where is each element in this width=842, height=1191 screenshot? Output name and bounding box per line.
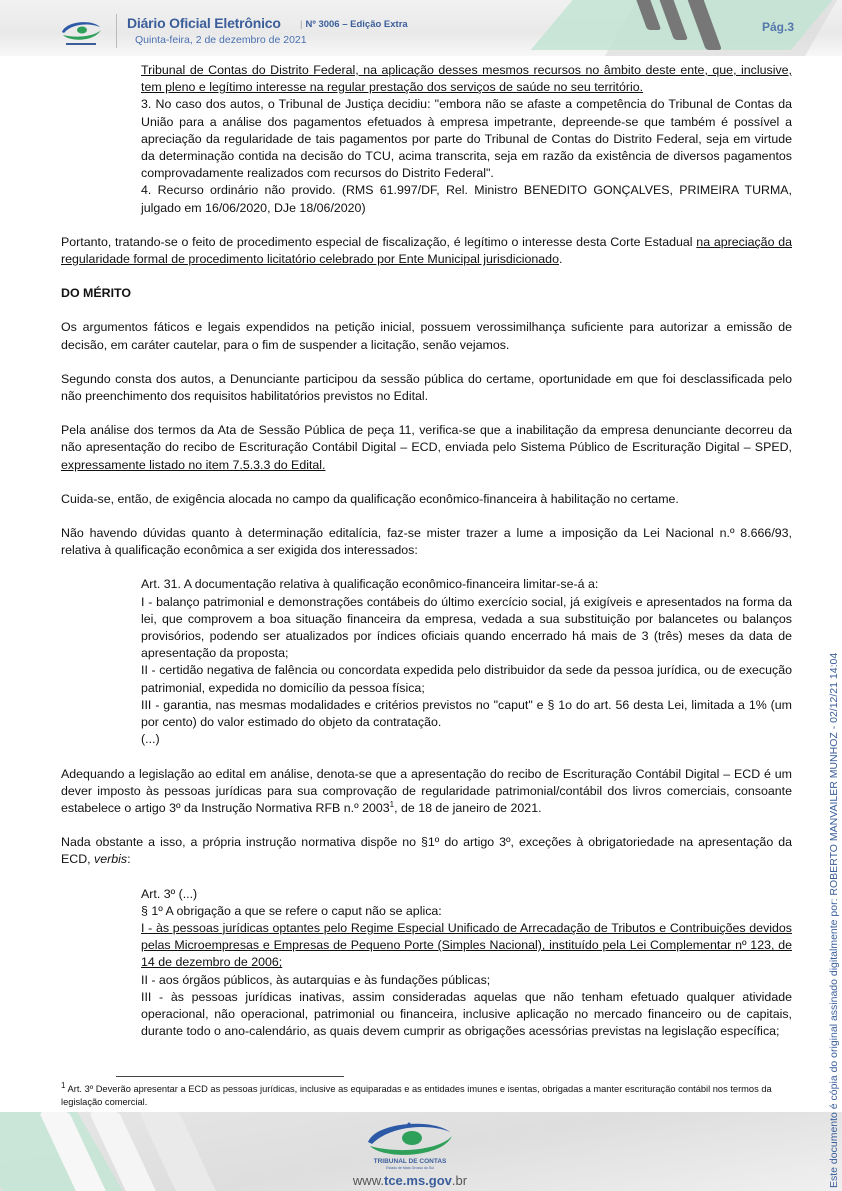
website-link[interactable]	[340, 1173, 480, 1188]
body-paragraph: Segundo consta dos autos, a Denunciante participou da sessão pública do certame, oportunidade em que foi desclassificada pelo não preenchimento dos requisitos habilitatórios previstos no Edital.	[61, 371, 792, 404]
page-header	[0, 0, 842, 56]
body-paragraph: Não havendo dúvidas quanto à determinação editalícia, faz-se mister trazer a lume a imposição da Lei Nacional n.º 8.666/93, relativa à qualificação econômica a ser exigida dos interessados:	[61, 526, 792, 558]
law-quote-line: Art. 31. A documentação relativa à qualificação econômico-financeira limitar-se-á a:	[141, 577, 599, 592]
paragraph-text: Nada obstante a isso, a própria instrução normativa dispõe no §1º do artigo 3º, exceções à obrigatoriedade na apresentação da ECD,	[61, 835, 792, 867]
footnote-mark: 1	[61, 1080, 66, 1090]
law-quote-line: § 1º A obrigação a que se refere o caput não se aplica:	[141, 903, 442, 918]
logo-subcaption: Estado de Mato Grosso do Sul	[386, 1166, 434, 1170]
logo-caption: TRIBUNAL DE CONTAS	[373, 1158, 447, 1165]
paragraph-text: :	[127, 852, 131, 867]
underlined-text: Tribunal de Contas do Distrito Federal, na aplicação desses mesmos recursos no âmbito deste ente, que, inclusive, tem pleno e legítimo interesse na regular prestação dos serviços de saúde no seu território.	[141, 63, 792, 95]
footnote-reference[interactable]: 1	[389, 799, 395, 809]
paragraph-text: Pela análise dos termos da Ata de Sessão Pública de peça 11, verifica-se que a inabilitação da empresa denunciante decorreu da não apresentação do recibo de Escrituração Contábil Digital – ECD, enviada pelo Sistema Público de Escrituração Digital – SPED,	[61, 423, 792, 455]
header-divider	[116, 14, 117, 48]
edition-label: | Nº 3006 – Edição Extra	[300, 19, 408, 30]
footer-decoration	[139, 1112, 221, 1191]
edition-text: Nº 3006 – Edição Extra	[305, 19, 408, 30]
publication-date: Quinta-feira, 2 de dezembro de 2021	[135, 34, 307, 46]
footnote-text: Art. 3º Deverão apresentar a ECD as pessoas jurídicas, inclusive as equiparadas e as entidades imunes e isentas, obrigadas a manter escrituração contábil nos termos da legislação comercial.	[61, 1084, 772, 1107]
paragraph-text: , de 18 de janeiro de 2021.	[394, 800, 542, 815]
underlined-text: expressamente listado no item 7.5.3.3 do Edital.	[61, 457, 326, 472]
paragraph-text: .	[558, 252, 563, 267]
paragraph-text: Portanto, tratando-se o feito de procedimento especial de fiscalização, é legítimo o interesse desta Corte Estadual	[61, 234, 697, 249]
underlined-text: na apreciação da regularidade formal de procedimento licitatório celebrado por Ente Municipal jurisdicionado	[61, 234, 792, 267]
law-quote-line: (...)	[141, 732, 160, 747]
body-paragraph	[61, 234, 792, 268]
law-quote-line: III - garantia, nas mesmas modalidades e critérios previstos no "caput" e § 1o do art. 56 desta Lei, limitada a 1% (um por cento) do valor estimado do objeto da contratação.	[141, 697, 792, 730]
footnote	[61, 1080, 796, 1109]
tce-logo-icon	[362, 1118, 457, 1158]
body-paragraph: Os argumentos fáticos e legais expendidos na petição inicial, possuem verossimilhança suficiente para autorizar a emissão de decisão, em caráter cautelar, para o fim de suspender a licitação, senão vejamos.	[61, 320, 792, 352]
url-prefix: www.	[352, 1173, 384, 1188]
page-footer	[0, 1112, 842, 1191]
body-paragraph: Cuida-se, então, de exigência alocada no campo da qualificação econômico-financeira à habilitação no certame.	[61, 491, 679, 506]
law-quote-line: Art. 3º (...)	[141, 886, 198, 901]
section-heading: DO MÉRITO	[61, 286, 131, 301]
law-quote-line: II - aos órgãos públicos, às autarquias e às fundações públicas;	[141, 972, 491, 987]
law-quote-line	[141, 920, 792, 972]
tce-logo-icon	[58, 18, 104, 48]
underlined-text: I - às pessoas jurídicas optantes pelo Regime Especial Unificado de Arrecadação de Tributos e Contribuições devidos pelas Microempresas e Empresas de Pequeno Porte (Simples Nacional), instituído pela Lei Complementar nº 123, de 14 de dezembro de 2006;	[141, 920, 792, 970]
law-quote-line: II - certidão negativa de falência ou concordata expedida pelo distribuidor da sede da pessoa jurídica, ou de execução patrimonial, expedida no domicílio da pessoa física;	[141, 663, 792, 695]
law-quote-line: I - balanço patrimonial e demonstrações contábeis do último exercício social, já exigíveis e apresentados na forma da lei, que comprovem a boa situação financeira da empresa, vedada a sua substituição por balancetes ou balanços provisórios, podendo ser atualizados por índices oficiais quando encerrado há mais de 3 (três) meses da data de apresentação da proposta;	[141, 594, 792, 661]
quote-paragraph: 3. No caso dos autos, o Tribunal de Justiça decidiu: "embora não se afaste a competência do Tribunal de Contas da União para a análise dos pagamentos efetuados à empresa impetrante, depreende-se que também é possível a apreciação da regularidade de tais pagamentos por parte do Tribunal de Contas do Distrito Federal, seja em virtude da determinação contida na decisão do TCU, acima transcrita, seja em razão da existência de diversos pagamentos comprovadamente realizados com recursos do Distrito Federal".	[141, 97, 792, 181]
body-paragraph	[61, 422, 792, 474]
page-number: Pág.3	[762, 20, 795, 34]
quote-paragraph	[141, 62, 792, 96]
page-title: Diário Oficial Eletrônico	[127, 15, 281, 31]
italic-text: verbis	[94, 852, 128, 867]
body-paragraph	[61, 766, 792, 818]
document-body	[61, 62, 792, 1040]
quote-paragraph: 4. Recurso ordinário não provido. (RMS 61.997/DF, Rel. Ministro BENEDITO GONÇALVES, PRIMEIRA TURMA, julgado em 16/06/2020, DJe 18/06/2020)	[141, 183, 792, 215]
paragraph-text: Adequando a legislação ao edital em análise, denota-se que a apresentação do recibo de Escrituração Contábil Digital – ECD é um dever imposto às pessoas jurídicas para sua comprovação de regularidade patrimonial/contábil dos livros comerciais, consoante estabelece o artigo 3º da Instrução Normativa RFB n.º 2003	[61, 766, 792, 815]
law-quote-line: III - às pessoas jurídicas inativas, assim consideradas aquelas que não tenham efetuado qualquer atividade operacional, não operacional, patrimonial ou financeira, inclusive aplicação no mercado financeiro ou de capitais, durante todo o ano-calendário, as quais devem cumprir as obrigações acessórias previstas na legislação específica;	[141, 989, 792, 1039]
digital-signature-note: Este documento é cópia do original assinado digitalmente por: ROBERTO MANVAILER MUNHOZ - 02/12/21 14:04	[828, 652, 840, 1188]
header-decoration	[531, 0, 842, 50]
url-suffix: .br	[451, 1173, 468, 1188]
body-paragraph	[61, 834, 792, 868]
url-domain: tce.ms.gov	[383, 1173, 452, 1188]
footnote-separator	[116, 1076, 344, 1077]
